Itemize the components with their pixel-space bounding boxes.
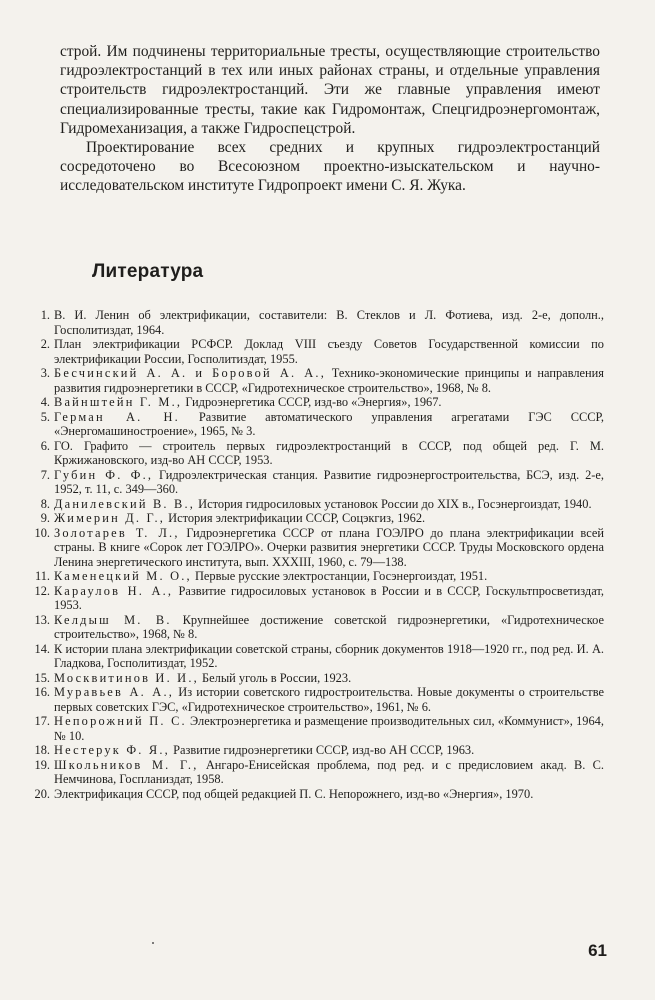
- reference-number: 7.: [40, 467, 50, 482]
- reference-author: Нестерук Ф. Я.,: [54, 743, 170, 757]
- reference-body: Ангаро-Енисейская проблема, под ред. и с предисловием акад. В. С. Немчинова, Госпланиздат, 1958.: [54, 757, 604, 786]
- reference-author: Каменецкий М. О.,: [54, 569, 192, 583]
- reference-text: [54, 468, 604, 497]
- reference-author: Бесчинский А. А. и Боровой А. А.,: [54, 366, 327, 380]
- reference-number: 20.: [34, 786, 50, 801]
- reference-body: Из истории советского гидростроительства. Новые документы о строительстве первых советских ГЭС, «Гидротехническое строительство», 1961, № 6.: [54, 685, 604, 714]
- reference-author: Данилевский В. В.,: [54, 496, 196, 511]
- reference-text: [54, 584, 604, 613]
- reference-author: Губин Ф. Ф.,: [54, 467, 154, 482]
- reference-author: Герман А. Н.: [54, 409, 180, 424]
- reference-number: 12.: [34, 583, 50, 598]
- reference-author: Муравьев А. А.,: [54, 685, 175, 699]
- reference-item: [22, 584, 604, 613]
- reference-number: 8.: [40, 496, 50, 511]
- reference-list: [22, 308, 604, 801]
- paragraph-continuation: строй. Им подчинены территориальные тресты, осуществляющие строительство гидроэлектростанций в тех или иных районах страны, и отдельные управления строительств гидроэлектростанций. Эти же главные управления имеют специализированные тресты, такие как Гидромонтаж, Спецгидроэнергомонтаж, Гидромеханизация, а также Гидроспецстрой.: [60, 43, 600, 137]
- reference-author: Вайнштейн Г. М.,: [54, 395, 183, 409]
- reference-item: [22, 439, 604, 468]
- reference-body: Гидроэнергетика СССР, изд-во «Энергия», 1967.: [182, 395, 442, 409]
- reference-body: Электрификация СССР, под общей редакцией П. С. Непорожнего, изд-во «Энергия», 1970.: [54, 786, 534, 801]
- reference-author: Золотарев Т. Л.,: [54, 525, 180, 540]
- reference-number: 18.: [34, 743, 50, 757]
- reference-body: Развитие гидроэнергетики СССР, изд-во АН СССР, 1963.: [169, 743, 475, 757]
- reference-body: Белый уголь в России, 1923.: [198, 670, 352, 685]
- section-heading: Литература: [92, 261, 204, 282]
- reference-item: [22, 714, 604, 743]
- reference-number: 11.: [34, 569, 50, 583]
- reference-number: 14.: [34, 641, 50, 656]
- reference-item: [22, 308, 604, 337]
- reference-text: [54, 685, 604, 714]
- reference-body: История гидросиловых установок России до XIX в., Госэнергоиздат, 1940.: [195, 496, 592, 511]
- reference-body: К истории плана электрификации советской страны, сборник документов 1918—1920 гг., под ред. И. А. Гладкова, Госполитиздат, 1952.: [54, 641, 604, 670]
- reference-number: 2.: [40, 337, 50, 351]
- reference-text: [54, 497, 604, 512]
- reference-item: [22, 410, 604, 439]
- reference-body: Крупнейшее достижение советской гидроэнергетики, «Гидротехническое строительство», 1968, № 8.: [54, 612, 604, 641]
- reference-author: Школьников М. Г.,: [54, 757, 199, 772]
- reference-number: 15.: [34, 670, 50, 685]
- reference-text: [54, 395, 604, 410]
- reference-author: Москвитинов И. И.,: [54, 670, 199, 685]
- reference-body: Электроэнергетика и размещение производительных сил, «Коммунист», 1964, № 10.: [54, 714, 604, 743]
- reference-number: 13.: [34, 612, 50, 627]
- reference-body: Гидроэнергетика СССР от плана ГОЭЛРО до плана электрификации всей страны. В книге «Сорок лет ГОЭЛРО». Очерки развития энергетики СССР. Труды Московского ордена Ленина энергетического института, вып. XXXIII, 1960, с. 79—138.: [54, 525, 604, 569]
- paragraph-design: Проектирование всех средних и крупных гидроэлектростанций сосредоточено во Всесоюзном проектно-изыскательском и научно-исследовательском институте Гидропроект имени С. Я. Жука.: [60, 139, 600, 195]
- reference-item: [22, 468, 604, 497]
- reference-item: [22, 569, 604, 584]
- reference-number: 17.: [34, 714, 50, 728]
- print-speck: [152, 942, 154, 944]
- reference-number: 4.: [40, 395, 50, 409]
- reference-item: [22, 613, 604, 642]
- reference-item: [22, 395, 604, 410]
- reference-number: 19.: [34, 757, 50, 772]
- reference-text: [54, 410, 604, 439]
- reference-item: [22, 787, 604, 802]
- reference-author: Жимерин Д. Г.,: [54, 511, 166, 525]
- reference-item: [22, 671, 604, 686]
- reference-body: Первые русские электростанции, Госэнергоиздат, 1951.: [191, 569, 488, 583]
- reference-text: [54, 511, 604, 526]
- reference-item: [22, 743, 604, 758]
- reference-text: [54, 714, 604, 743]
- reference-number: 6.: [40, 438, 50, 453]
- reference-text: [54, 743, 604, 758]
- reference-author: Непорожний П. С.: [54, 714, 187, 728]
- reference-number: 5.: [40, 409, 50, 424]
- reference-number: 3.: [40, 366, 50, 380]
- reference-text: [54, 337, 604, 366]
- reference-number: 10.: [34, 525, 50, 540]
- reference-item: [22, 497, 604, 512]
- reference-body: В. И. Ленин об электрификации, составители: В. Стеклов и Л. Фотиева, изд. 2-е, дополн., Госполитиздат, 1964.: [54, 308, 604, 337]
- page-number: 61: [588, 941, 607, 960]
- reference-item: [22, 758, 604, 787]
- reference-body: Развитие автоматического управления агрегатами ГЭС СССР, «Энергомашиностроение», 1965, № 3.: [54, 409, 604, 438]
- reference-text: [54, 569, 604, 584]
- reference-number: 9.: [40, 511, 50, 525]
- reference-body: История электрификации СССР, Соцэкгиз, 1962.: [165, 511, 426, 525]
- reference-author: Караулов Н. А.,: [54, 583, 174, 598]
- reference-item: [22, 642, 604, 671]
- reference-item: [22, 685, 604, 714]
- reference-text: [54, 366, 604, 395]
- reference-text: [54, 671, 604, 686]
- reference-body: Развитие гидросиловых установок в России и в СССР, Госкультпросветиздат, 1953.: [54, 583, 604, 612]
- reference-number: 1.: [40, 308, 50, 322]
- reference-body: Гидроэлектрическая станция. Развитие гидроэнергостроительства, БСЭ, изд. 2-е, 1952, т. 11, с. 349—360.: [54, 467, 604, 496]
- reference-item: [22, 337, 604, 366]
- reference-body: ГО. Графито — строитель первых гидроэлектростанций в СССР, под общей ред. Г. М. Кржижановского, изд-во АН СССР, 1953.: [54, 438, 604, 467]
- reference-item: [22, 526, 604, 570]
- reference-body: План электрификации РСФСР. Доклад VIII съезду Советов Государственной комиссии по электрификации России, Госполитиздат, 1955.: [54, 337, 604, 366]
- reference-item: [22, 511, 604, 526]
- reference-author: Келдыш М. В.: [54, 612, 172, 627]
- reference-text: [54, 758, 604, 787]
- reference-text: [54, 526, 604, 570]
- reference-text: [54, 308, 604, 337]
- reference-text: [54, 787, 604, 802]
- reference-item: [22, 366, 604, 395]
- reference-text: [54, 439, 604, 468]
- reference-text: [54, 642, 604, 671]
- body-text: [60, 42, 600, 196]
- reference-text: [54, 613, 604, 642]
- reference-number: 16.: [34, 685, 50, 699]
- reference-body: Технико-экономические принципы и направления развития гидроэнергетики в СССР, «Гидротехническое строительство», 1968, № 8.: [54, 366, 604, 395]
